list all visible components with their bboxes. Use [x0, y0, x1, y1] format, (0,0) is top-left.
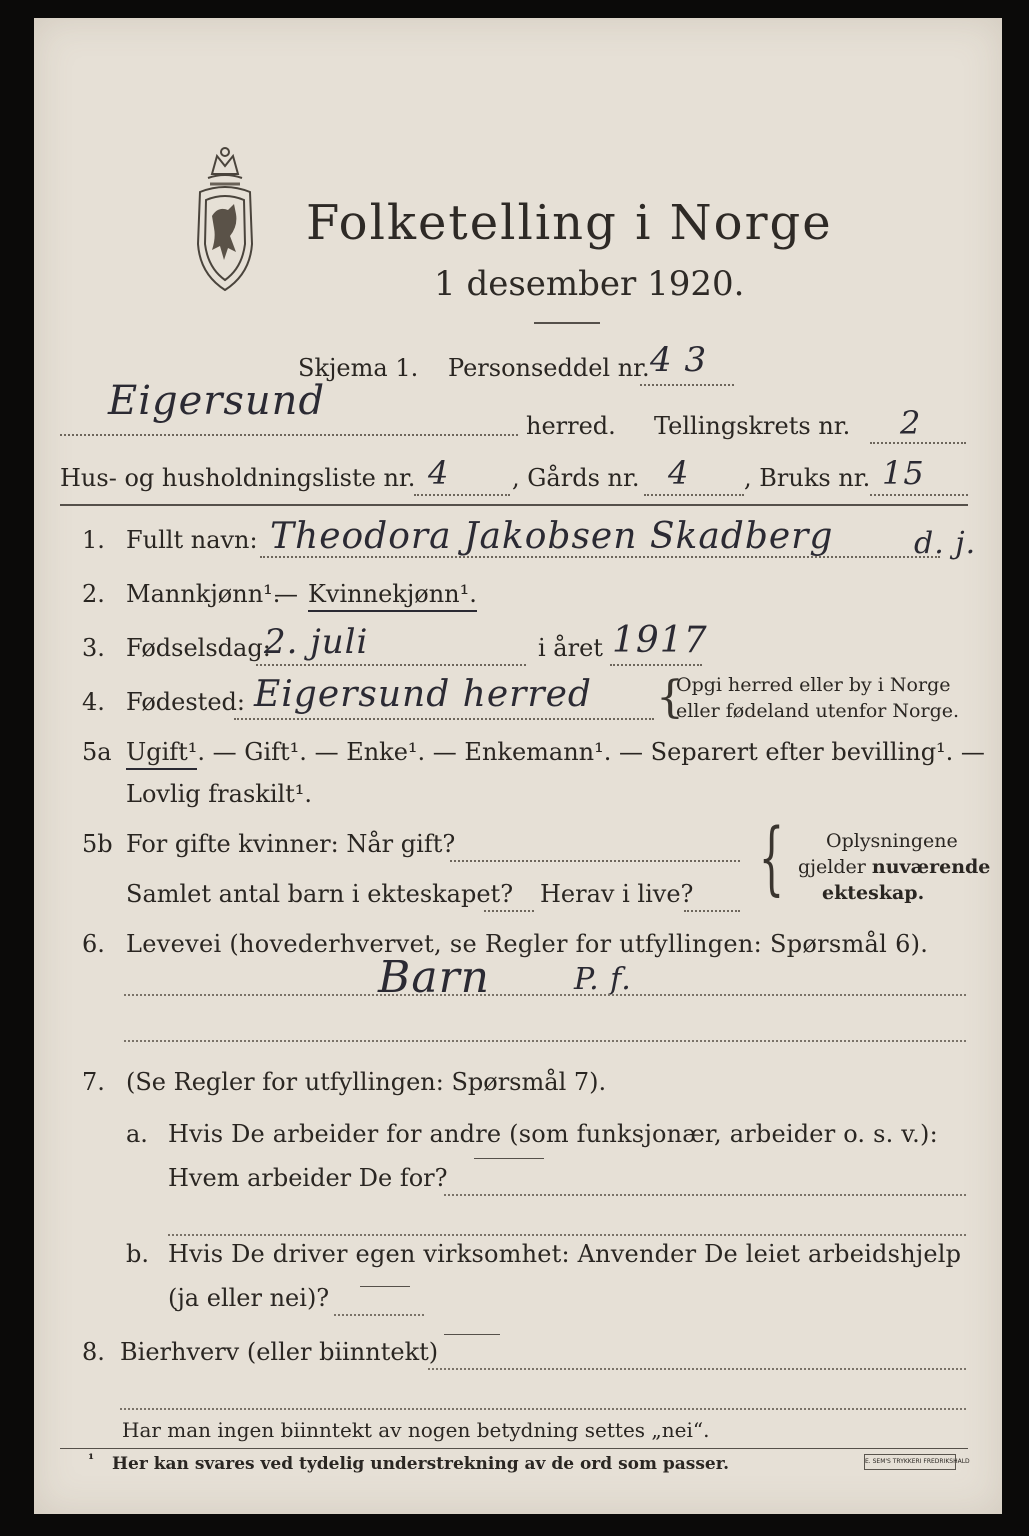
q7a-line-1	[444, 1194, 966, 1196]
q8-line-1	[428, 1368, 966, 1370]
q2-dash: —	[274, 580, 298, 608]
q4-brace: {	[656, 672, 684, 723]
bruks-value: 15	[882, 454, 925, 492]
q7b-dash	[360, 1286, 410, 1287]
q7a-dash	[474, 1158, 544, 1159]
footnote-text: Her kan svares ved tydelig understrekning av de ord som passer.	[112, 1454, 730, 1474]
q5a-number: 5a	[82, 738, 112, 766]
herred-line	[60, 434, 518, 436]
gards-value: 4	[668, 454, 690, 492]
printer-stamp: E. SEM'S TRYKKERI FREDRIKSHALD	[864, 1454, 956, 1470]
footnote-mark: ¹	[88, 1452, 95, 1468]
occupation-mark: P. f.	[574, 962, 632, 997]
q2-number: 2.	[82, 580, 105, 608]
q3-date-line	[256, 664, 526, 666]
q3-year-line	[610, 664, 702, 666]
q5b-when-married-line	[450, 860, 740, 862]
hus-label: Hus- og husholdningsliste nr.	[60, 464, 416, 492]
q8-label: Bierhverv (eller biinntekt)	[120, 1338, 439, 1366]
q3-number: 3.	[82, 634, 105, 662]
q5b-note-2b: nuværende	[871, 856, 991, 878]
tellingskrets-line	[870, 442, 966, 444]
skjema-label: Skjema 1.	[298, 354, 419, 382]
q4-note-2: eller fødeland utenfor Norge.	[676, 700, 960, 722]
personseddel-value: 4 3	[650, 340, 708, 380]
q7a-label: Hvis De arbeider for andre (som funksjonær, arbeider o. s. v.):	[168, 1120, 938, 1148]
q7a-number: a.	[126, 1120, 148, 1148]
q6-number: 6.	[82, 930, 105, 958]
gards-line	[644, 494, 744, 496]
q6-label: Levevei (hovederhvervet, se Regler for utfyllingen: Spørsmål 6).	[126, 930, 929, 958]
q2-female: Kvinnekjønn¹.	[308, 580, 477, 612]
birthplace-value: Eigersund herred	[254, 674, 592, 715]
q6-line-1	[124, 994, 966, 996]
herred-value: Eigersund	[108, 378, 326, 424]
q7a-line-2	[168, 1234, 966, 1236]
hus-line	[414, 494, 510, 496]
occupation-value: Barn	[378, 952, 490, 1003]
q2-male: Mannkjønn¹.	[126, 580, 281, 608]
tellingskrets-label: Tellingskrets nr.	[654, 412, 851, 440]
q7a-label-2: Hvem arbeider De for?	[168, 1164, 448, 1192]
footer-rule	[60, 1448, 968, 1449]
q7b-label: Hvis De driver egen virksomhet: Anvender De leiet arbeidshjelp	[168, 1240, 962, 1268]
q5a-options: . — Gift¹. — Enke¹. — Enkemann¹. — Separert efter bevilling¹. —	[197, 738, 985, 766]
bruks-label: , Bruks nr.	[744, 464, 871, 492]
q4-label: Fødested:	[126, 688, 245, 716]
q6-line-2	[124, 1040, 966, 1042]
q5b-number: 5b	[82, 830, 113, 858]
bruks-line	[870, 494, 968, 496]
form-title: Folketelling i Norge	[306, 195, 833, 251]
q5b-children-line	[484, 910, 534, 912]
q8-line-2	[120, 1408, 966, 1410]
q5a-line2: Lovlig fraskilt¹.	[126, 780, 313, 808]
tellingskrets-value: 2	[900, 404, 922, 442]
q8-dash	[444, 1334, 500, 1335]
title-divider	[534, 322, 600, 324]
q3-year-label: i året	[538, 634, 603, 662]
norwegian-coat-of-arms-icon	[182, 144, 268, 294]
q5b-children-label: Samlet antal barn i ekteskapet?	[126, 880, 514, 908]
q4-line	[234, 718, 654, 720]
personseddel-label: Personseddel nr.	[448, 354, 650, 382]
q5b-alive-line	[684, 910, 740, 912]
full-name-note: d. j.	[914, 526, 977, 561]
q5b-note-2a: gjelder	[798, 856, 872, 878]
q5b-brace: {	[758, 811, 785, 904]
q1-label: Fullt navn:	[126, 526, 258, 554]
q7b-number: b.	[126, 1240, 149, 1268]
q5a-ugift: Ugift¹	[126, 738, 197, 770]
q4-note-1: Opgi herred eller by i Norge	[676, 674, 951, 696]
full-name-value: Theodora Jakobsen Skadberg	[270, 516, 834, 557]
q7-number: 7.	[82, 1068, 105, 1096]
q5b-alive-label: Herav i live?	[540, 880, 694, 908]
q7-label: (Se Regler for utfyllingen: Spørsmål 7).	[126, 1068, 607, 1096]
q5b-note-3: ekteskap.	[822, 882, 925, 904]
q7b-line	[334, 1314, 424, 1316]
footer-note: Har man ingen biinntekt av nogen betydning settes „nei“.	[122, 1418, 710, 1442]
q3-label: Fødselsdag:	[126, 634, 271, 662]
q5b-when-married-label: For gifte kvinner: Når gift?	[126, 830, 456, 858]
gards-label: , Gårds nr.	[512, 464, 640, 492]
q8-number: 8.	[82, 1338, 105, 1366]
q4-number: 4.	[82, 688, 105, 716]
header-rule	[60, 504, 968, 506]
q1-number: 1.	[82, 526, 105, 554]
census-form-sheet	[34, 18, 1002, 1514]
personseddel-line	[640, 384, 734, 386]
hus-value: 4	[428, 454, 450, 492]
form-date: 1 desember 1920.	[434, 264, 745, 304]
birthdate-value: 2. juli	[264, 622, 369, 662]
q5b-note-1: Oplysningene	[826, 830, 958, 852]
herred-label: herred.	[526, 412, 616, 440]
q7b-label-2: (ja eller nei)?	[168, 1284, 330, 1312]
birthyear-value: 1917	[612, 620, 708, 661]
